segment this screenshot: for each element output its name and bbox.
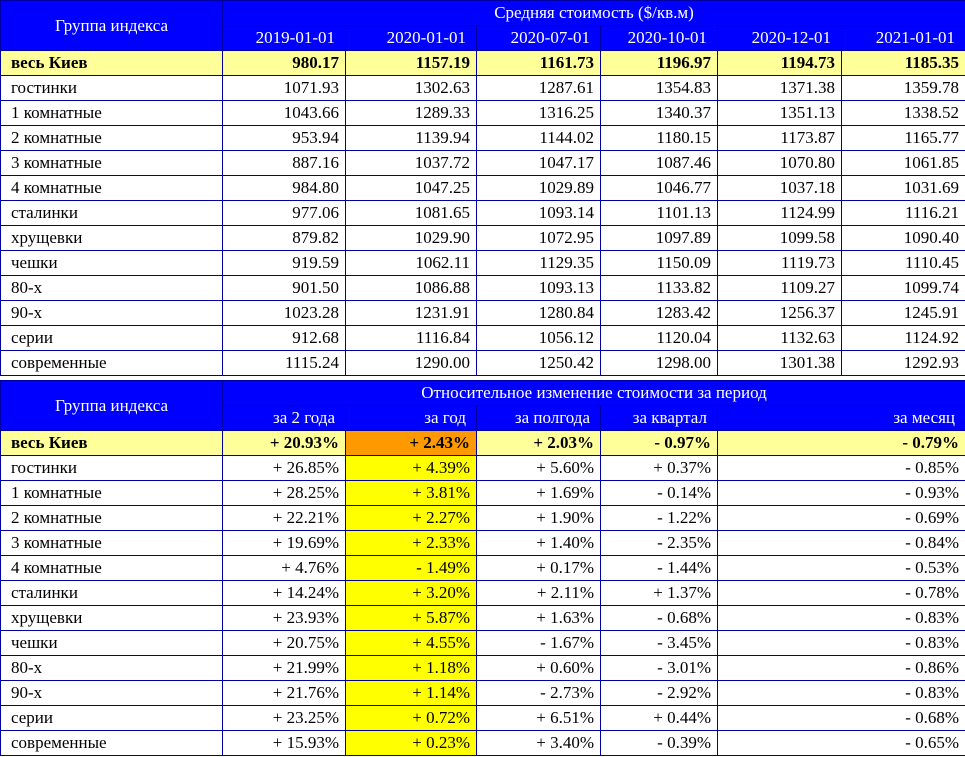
table-cell: 1070.80: [718, 151, 842, 176]
table-cell: - 1.44%: [601, 556, 718, 581]
table-cell: + 1.69%: [477, 481, 601, 506]
table-cell: + 3.40%: [477, 731, 601, 756]
table-cell: 1165.77: [842, 126, 965, 151]
table-cell: - 0.86%: [718, 656, 965, 681]
table-cell: 919.59: [223, 251, 346, 276]
table-cell: + 1.18%: [346, 656, 477, 681]
table-cell: 1081.65: [346, 201, 477, 226]
table-cell: - 0.53%: [718, 556, 965, 581]
average-price-header: Средняя стоимость ($/кв.м): [223, 1, 965, 26]
table-cell: + 4.39%: [346, 456, 477, 481]
table-cell: + 19.69%: [223, 531, 346, 556]
table-cell: 1359.78: [842, 76, 965, 101]
table-row: [1, 351, 965, 376]
table-cell: 1124.92: [842, 326, 965, 351]
table-cell: - 2.92%: [601, 681, 718, 706]
table-cell: 1093.13: [477, 276, 601, 301]
table-cell: 1047.25: [346, 176, 477, 201]
table-cell: 912.68: [223, 326, 346, 351]
table-cell: - 0.65%: [718, 731, 965, 756]
table-cell: 1133.82: [601, 276, 718, 301]
table-cell: - 0.85%: [718, 456, 965, 481]
table-cell: 1157.19: [346, 51, 477, 76]
table-cell: 1101.13: [601, 201, 718, 226]
table-cell: 1290.00: [346, 351, 477, 376]
table-cell: + 3.81%: [346, 481, 477, 506]
table-row: [1, 326, 965, 351]
table-cell: 1031.69: [842, 176, 965, 201]
table-cell: 1292.93: [842, 351, 965, 376]
table-cell: 1132.63: [718, 326, 842, 351]
period-column-header: за квартал: [601, 406, 718, 431]
period-column-header: за полгода: [477, 406, 601, 431]
table-cell: - 2.35%: [601, 531, 718, 556]
table-cell: 1173.87: [718, 126, 842, 151]
table-cell: + 2.11%: [477, 581, 601, 606]
table-cell: 1115.24: [223, 351, 346, 376]
table-row: [1, 76, 965, 101]
row-label: серии: [1, 326, 223, 351]
table-cell: - 0.83%: [718, 606, 965, 631]
table-row: [1, 481, 965, 506]
price-change-table: [0, 380, 965, 756]
table-cell: 1110.45: [842, 251, 965, 276]
average-price-table: [0, 0, 965, 376]
table-row: [1, 126, 965, 151]
table-cell: + 2.33%: [346, 531, 477, 556]
row-label: 3 комнатные: [1, 531, 223, 556]
table-cell: 1180.15: [601, 126, 718, 151]
table-row: [1, 101, 965, 126]
table-cell: - 0.83%: [718, 681, 965, 706]
table-cell: + 3.20%: [346, 581, 477, 606]
table-row: [1, 276, 965, 301]
table-row: [1, 506, 965, 531]
table-cell: 1119.73: [718, 251, 842, 276]
row-label: 90-х: [1, 301, 223, 326]
row-label: 3 комнатные: [1, 151, 223, 176]
table-cell: 1046.77: [601, 176, 718, 201]
row-label: 1 комнатные: [1, 101, 223, 126]
table-cell: 1037.72: [346, 151, 477, 176]
date-column-header: 2020-01-01: [346, 26, 477, 51]
table-cell: 1071.93: [223, 76, 346, 101]
table-cell: 1047.17: [477, 151, 601, 176]
row-label: хрущевки: [1, 226, 223, 251]
table-cell: + 0.37%: [601, 456, 718, 481]
table-cell: 1124.99: [718, 201, 842, 226]
table-cell: 1037.18: [718, 176, 842, 201]
table-cell: 1185.35: [842, 51, 965, 76]
table-cell: + 23.25%: [223, 706, 346, 731]
date-column-header: 2020-10-01: [601, 26, 718, 51]
table-cell: 1161.73: [477, 51, 601, 76]
table-cell: - 1.22%: [601, 506, 718, 531]
table-cell: 1023.28: [223, 301, 346, 326]
period-column-header: за год: [346, 406, 477, 431]
group-header: Группа индекса: [1, 381, 223, 431]
row-label: гостинки: [1, 76, 223, 101]
table-cell: 1280.84: [477, 301, 601, 326]
table-row: [1, 226, 965, 251]
table-cell: - 0.69%: [718, 506, 965, 531]
table-cell: 1194.73: [718, 51, 842, 76]
table-cell: - 1.49%: [346, 556, 477, 581]
table-row: [1, 706, 965, 731]
row-label: 2 комнатные: [1, 506, 223, 531]
table-cell: + 1.40%: [477, 531, 601, 556]
table-cell: - 1.67%: [477, 631, 601, 656]
table-cell: 1256.37: [718, 301, 842, 326]
table-row: [1, 151, 965, 176]
table-cell: 901.50: [223, 276, 346, 301]
table-cell: + 1.37%: [601, 581, 718, 606]
table-cell: + 5.87%: [346, 606, 477, 631]
row-label: весь Киев: [1, 431, 223, 456]
row-label: сталинки: [1, 581, 223, 606]
table-cell: + 15.93%: [223, 731, 346, 756]
row-label: чешки: [1, 251, 223, 276]
table-cell: + 0.17%: [477, 556, 601, 581]
table-cell: - 0.68%: [718, 706, 965, 731]
row-label: 80-х: [1, 276, 223, 301]
table-row: [1, 201, 965, 226]
table-row: [1, 176, 965, 201]
table-cell: 1316.25: [477, 101, 601, 126]
row-label: современные: [1, 351, 223, 376]
date-column-header: 2019-01-01: [223, 26, 346, 51]
row-label: 4 комнатные: [1, 176, 223, 201]
table-cell: + 2.27%: [346, 506, 477, 531]
row-label: 90-х: [1, 681, 223, 706]
table-cell: + 21.76%: [223, 681, 346, 706]
table-cell: 953.94: [223, 126, 346, 151]
table-row: [1, 301, 965, 326]
price-change-header: Относительное изменение стоимости за период: [223, 381, 965, 406]
table-cell: + 0.44%: [601, 706, 718, 731]
table-cell: 1283.42: [601, 301, 718, 326]
table-cell: - 2.73%: [477, 681, 601, 706]
table-cell: 1139.94: [346, 126, 477, 151]
table-cell: 1338.52: [842, 101, 965, 126]
table-cell: 1129.35: [477, 251, 601, 276]
table-cell: - 0.39%: [601, 731, 718, 756]
table-cell: - 0.68%: [601, 606, 718, 631]
table-cell: 1090.40: [842, 226, 965, 251]
table-row-kiev: [1, 431, 965, 456]
table-row: [1, 251, 965, 276]
table-cell: + 6.51%: [477, 706, 601, 731]
row-label: весь Киев: [1, 51, 223, 76]
table-row: [1, 631, 965, 656]
row-label: современные: [1, 731, 223, 756]
table-cell: + 14.24%: [223, 581, 346, 606]
table-cell: 879.82: [223, 226, 346, 251]
row-label: гостинки: [1, 456, 223, 481]
row-label: чешки: [1, 631, 223, 656]
table-cell: - 0.84%: [718, 531, 965, 556]
table-row: [1, 681, 965, 706]
table-cell: 1043.66: [223, 101, 346, 126]
table-cell: 1196.97: [601, 51, 718, 76]
table-cell: + 26.85%: [223, 456, 346, 481]
table-cell: - 0.93%: [718, 481, 965, 506]
table-cell: 1351.13: [718, 101, 842, 126]
table-cell: 1231.91: [346, 301, 477, 326]
row-label: сталинки: [1, 201, 223, 226]
table-cell: 1093.14: [477, 201, 601, 226]
table-cell: + 0.23%: [346, 731, 477, 756]
table-cell: 1301.38: [718, 351, 842, 376]
date-column-header: 2020-12-01: [718, 26, 842, 51]
table-cell: 1120.04: [601, 326, 718, 351]
period-column-header: за месяц: [718, 406, 965, 431]
table-cell: 984.80: [223, 176, 346, 201]
table-cell: 1245.91: [842, 301, 965, 326]
table-row: [1, 456, 965, 481]
row-label: 4 комнатные: [1, 556, 223, 581]
table-cell: 1150.09: [601, 251, 718, 276]
table-cell: + 28.25%: [223, 481, 346, 506]
table-cell: - 0.97%: [601, 431, 718, 456]
table-cell: 1354.83: [601, 76, 718, 101]
date-column-header: 2021-01-01: [842, 26, 965, 51]
table-row: [1, 656, 965, 681]
table-cell: 1298.00: [601, 351, 718, 376]
table-cell: - 3.01%: [601, 656, 718, 681]
table-cell: 1099.58: [718, 226, 842, 251]
table-cell: + 1.14%: [346, 681, 477, 706]
table-cell: - 3.45%: [601, 631, 718, 656]
table-cell: 1287.61: [477, 76, 601, 101]
table-row: [1, 581, 965, 606]
period-column-header: за 2 года: [223, 406, 346, 431]
group-header: Группа индекса: [1, 1, 223, 51]
table-cell: 1056.12: [477, 326, 601, 351]
table-cell: + 4.55%: [346, 631, 477, 656]
table-cell: + 4.76%: [223, 556, 346, 581]
table-cell: 1109.27: [718, 276, 842, 301]
table-cell: + 20.93%: [223, 431, 346, 456]
table-cell: + 0.72%: [346, 706, 477, 731]
table-cell: 977.06: [223, 201, 346, 226]
table-cell: 1087.46: [601, 151, 718, 176]
table-cell: 1289.33: [346, 101, 477, 126]
table-cell: 1072.95: [477, 226, 601, 251]
table-cell: 1086.88: [346, 276, 477, 301]
table-cell: 1144.02: [477, 126, 601, 151]
table-cell: 1302.63: [346, 76, 477, 101]
table-cell: 980.17: [223, 51, 346, 76]
row-label: 1 комнатные: [1, 481, 223, 506]
table-cell: + 0.60%: [477, 656, 601, 681]
table-cell: + 2.03%: [477, 431, 601, 456]
table-cell: + 20.75%: [223, 631, 346, 656]
table-row: [1, 606, 965, 631]
row-label: серии: [1, 706, 223, 731]
date-column-header: 2020-07-01: [477, 26, 601, 51]
table-cell: + 22.21%: [223, 506, 346, 531]
table-cell: + 1.63%: [477, 606, 601, 631]
table-cell: 1340.37: [601, 101, 718, 126]
table-cell: - 0.14%: [601, 481, 718, 506]
table-cell: + 5.60%: [477, 456, 601, 481]
table-row-kiev: [1, 51, 965, 76]
table-cell: + 23.93%: [223, 606, 346, 631]
table-cell: 1029.90: [346, 226, 477, 251]
table-cell: 1250.42: [477, 351, 601, 376]
row-label: 2 комнатные: [1, 126, 223, 151]
table-cell: 1116.21: [842, 201, 965, 226]
table-cell: - 0.83%: [718, 631, 965, 656]
table-cell: 1371.38: [718, 76, 842, 101]
table-cell: + 1.90%: [477, 506, 601, 531]
table-cell: 1099.74: [842, 276, 965, 301]
table-row: [1, 531, 965, 556]
table-cell: 1097.89: [601, 226, 718, 251]
table-cell: 887.16: [223, 151, 346, 176]
table-cell: - 0.79%: [718, 431, 965, 456]
table-cell: 1062.11: [346, 251, 477, 276]
table-row: [1, 731, 965, 756]
table-cell: 1061.85: [842, 151, 965, 176]
table-cell: 1116.84: [346, 326, 477, 351]
table-cell: 1029.89: [477, 176, 601, 201]
table-cell: + 2.43%: [346, 431, 477, 456]
table-cell: + 21.99%: [223, 656, 346, 681]
row-label: хрущевки: [1, 606, 223, 631]
table-row: [1, 556, 965, 581]
table-cell: - 0.78%: [718, 581, 965, 606]
row-label: 80-х: [1, 656, 223, 681]
